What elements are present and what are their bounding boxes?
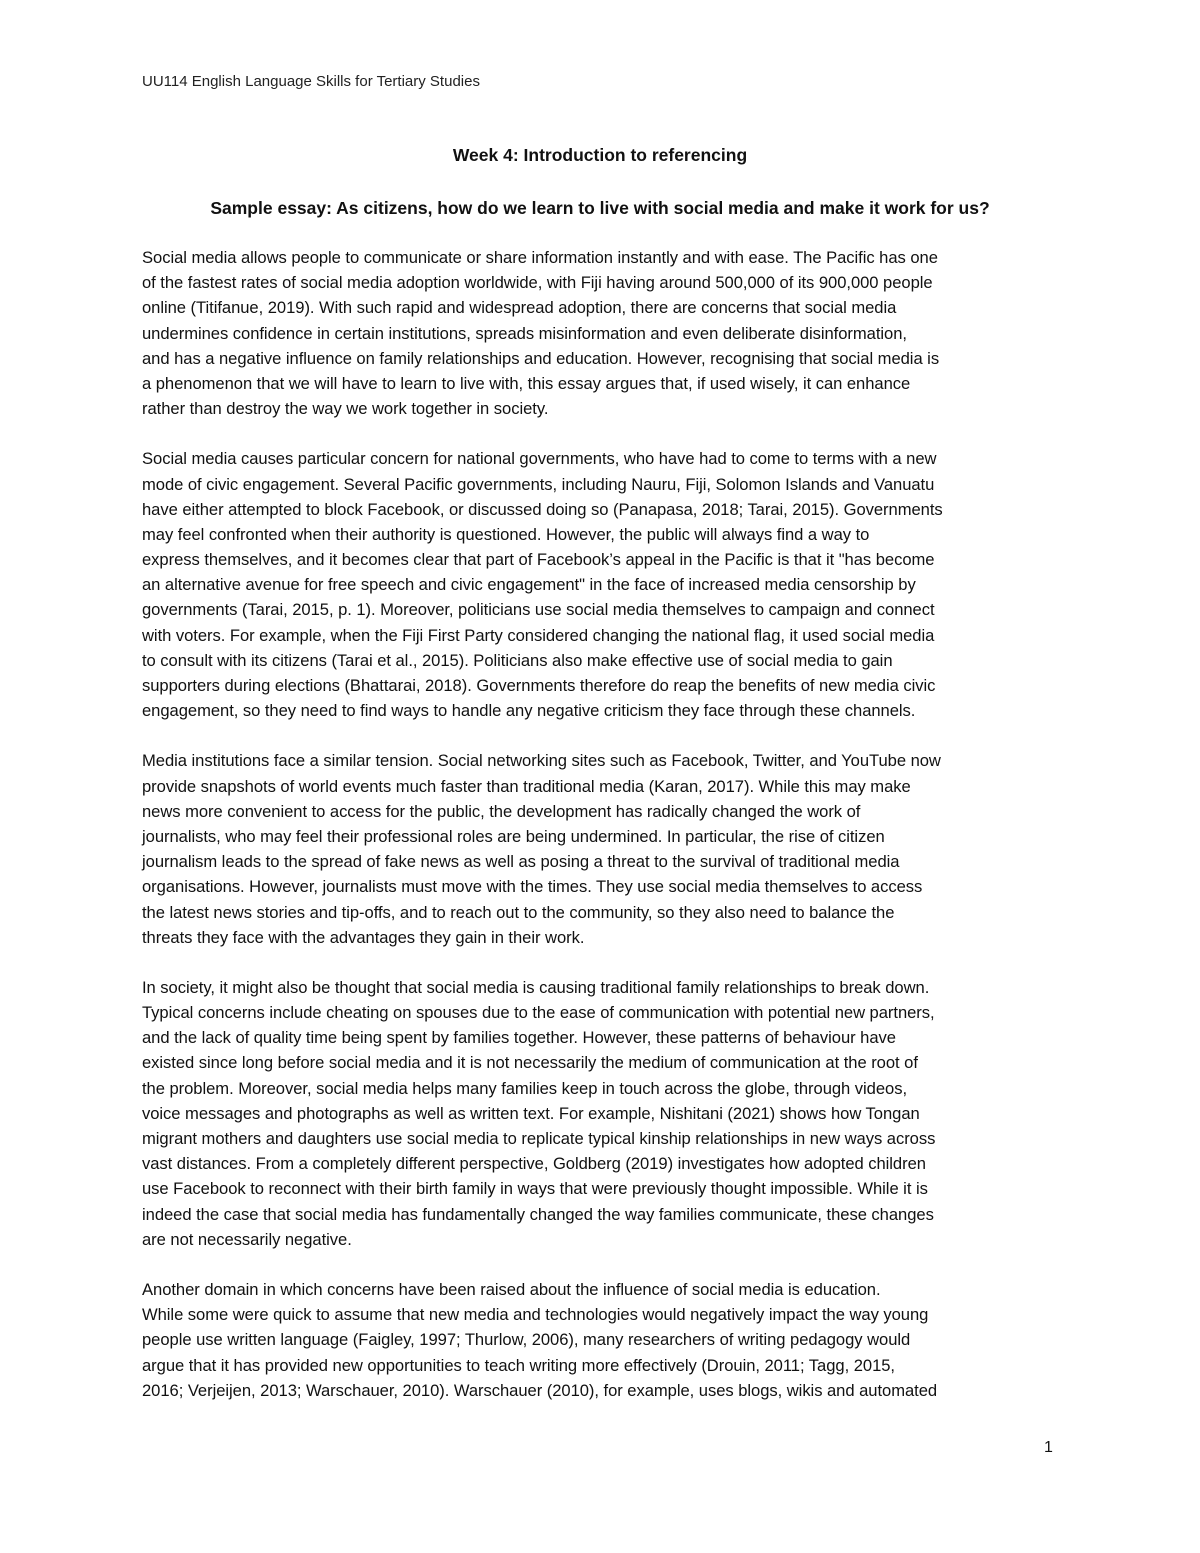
text-line: undermines confidence in certain institutions, spreads misinformation and even deliberate disinformation, <box>142 323 907 343</box>
text-line: are not necessarily negative. <box>142 1229 352 1249</box>
text-line: Media institutions face a similar tension. Social networking sites such as Facebook, Twitter, and YouTube now <box>142 751 941 771</box>
text-line: and has a negative influence on family relationships and education. However, recognising that social media is <box>142 348 940 368</box>
text-line: rather than destroy the way we work together in society. <box>142 399 549 419</box>
text-line: a phenomenon that we will have to learn to live with, this essay argues that, if used wisely, it can enhance <box>142 373 911 393</box>
document-title: Week 4: Introduction to referencing <box>452 145 748 165</box>
text-line: to consult with its citizens (Tarai et al., 2015). Politicians also make effective use of social media to gain <box>142 650 893 670</box>
text-line: the problem. Moreover, social media helps many families keep in touch across the globe, through videos, <box>142 1078 908 1098</box>
text-line: 2016; Verjeijen, 2013; Warschauer, 2010). Warschauer (2010), for example, uses blogs, wikis and automated <box>142 1380 938 1400</box>
paragraph-introduction <box>142 245 1062 421</box>
text-line: vast distances. From a completely different perspective, Goldberg (2019) investigates how adopted children <box>142 1154 926 1174</box>
text-line: migrant mothers and daughters use social media to replicate typical kinship relationships in new ways across <box>142 1129 936 1148</box>
text-line: existed since long before social media and it is not necessarily the medium of communication at the root of <box>142 1053 918 1073</box>
text-line: Another domain in which concerns have been raised about the influence of social media is education. <box>142 1279 881 1299</box>
page-number: 1 <box>1044 1439 1053 1456</box>
text-line: news more convenient to access for the public, the development has radically changed the work of <box>142 801 861 821</box>
text-line: While some were quick to assume that new media and technologies would negatively impact the way young <box>142 1305 929 1325</box>
text-line: and the lack of quality time being spent by families together. However, these patterns of behaviour have <box>142 1028 896 1048</box>
text-line: of the fastest rates of social media adoption worldwide, with Fiji having around 500,000 of its 900,000 people <box>142 273 933 293</box>
text-line: organisations. However, journalists must move with the times. They use social media themselves to access <box>142 877 923 897</box>
essay-body <box>142 245 1062 1428</box>
text-line: governments (Tarai, 2015, p. 1). Moreover, politicians use social media themselves to campaign and connect <box>142 600 935 620</box>
text-line: have either attempted to block Facebook, or discussed doing so (Panapasa, 2018; Tarai, 2015). Governments <box>142 499 943 519</box>
paragraph-education <box>142 1277 1062 1403</box>
paragraph-governments <box>142 446 1062 723</box>
text-line: may feel confronted when their authority is questioned. However, the public will always find a way to <box>142 524 870 544</box>
paragraph-media-institutions <box>142 748 1062 950</box>
paragraph-family <box>142 975 1062 1252</box>
running-header: UU114 English Language Skills for Tertiary Studies <box>142 73 480 90</box>
text-line: online (Titifanue, 2019). With such rapid and widespread adoption, there are concerns that social media <box>142 298 897 318</box>
text-line: an alternative avenue for free speech and civic engagement" in the face of increased media censorship by <box>142 575 916 595</box>
text-line: engagement, so they need to find ways to handle any negative criticism they face through these channels. <box>142 701 916 721</box>
text-line: Social media causes particular concern for national governments, who have had to come to terms with a new <box>142 449 937 469</box>
text-line: mode of civic engagement. Several Pacific governments, including Nauru, Fiji, Solomon Islands and Vanuatu <box>142 474 935 494</box>
text-line: voice messages and photographs as well as written text. For example, Nishitani (2021) shows how Tongan <box>142 1103 920 1123</box>
text-line: indeed the case that social media has fundamentally changed the way families communicate, these changes <box>142 1204 934 1224</box>
text-line: people use written language (Faigley, 1997; Thurlow, 2006), many researchers of writing pedagogy would <box>142 1330 911 1350</box>
text-line: argue that it has provided new opportunities to teach writing more effectively (Drouin, 2011; Tagg, 2015, <box>142 1355 895 1375</box>
text-line: In society, it might also be thought that social media is causing traditional family relationships to break down. <box>142 977 930 997</box>
text-line: provide snapshots of world events much faster than traditional media (Karan, 2017). While this may make <box>142 776 911 796</box>
text-line: supporters during elections (Bhattarai, 2018). Governments therefore do reap the benefits of new media civic <box>142 676 936 695</box>
text-line: Typical concerns include cheating on spouses due to the ease of communication with potential new partners, <box>142 1003 935 1023</box>
essay-question: Sample essay: As citizens, how do we learn to live with social media and make it work for us? <box>210 198 990 218</box>
text-line: use Facebook to reconnect with their birth family in ways that were previously thought impossible. While it is <box>142 1179 928 1199</box>
text-line: Social media allows people to communicate or share information instantly and with ease. The Pacific has one <box>142 248 938 267</box>
text-line: threats they face with the advantages they gain in their work. <box>142 927 585 947</box>
text-line: journalism leads to the spread of fake news as well as posing a threat to the survival of traditional media <box>142 852 900 872</box>
text-line: express themselves, and it becomes clear that part of Facebook’s appeal in the Pacific is that it "has become <box>142 550 935 570</box>
text-line: journalists, who may feel their professional roles are being undermined. In particular, the rise of citizen <box>142 826 885 846</box>
text-line: with voters. For example, when the Fiji First Party considered changing the national flag, it used social media <box>142 625 935 645</box>
text-line: the latest news stories and tip-offs, and to reach out to the community, so they also need to balance the <box>142 902 895 922</box>
